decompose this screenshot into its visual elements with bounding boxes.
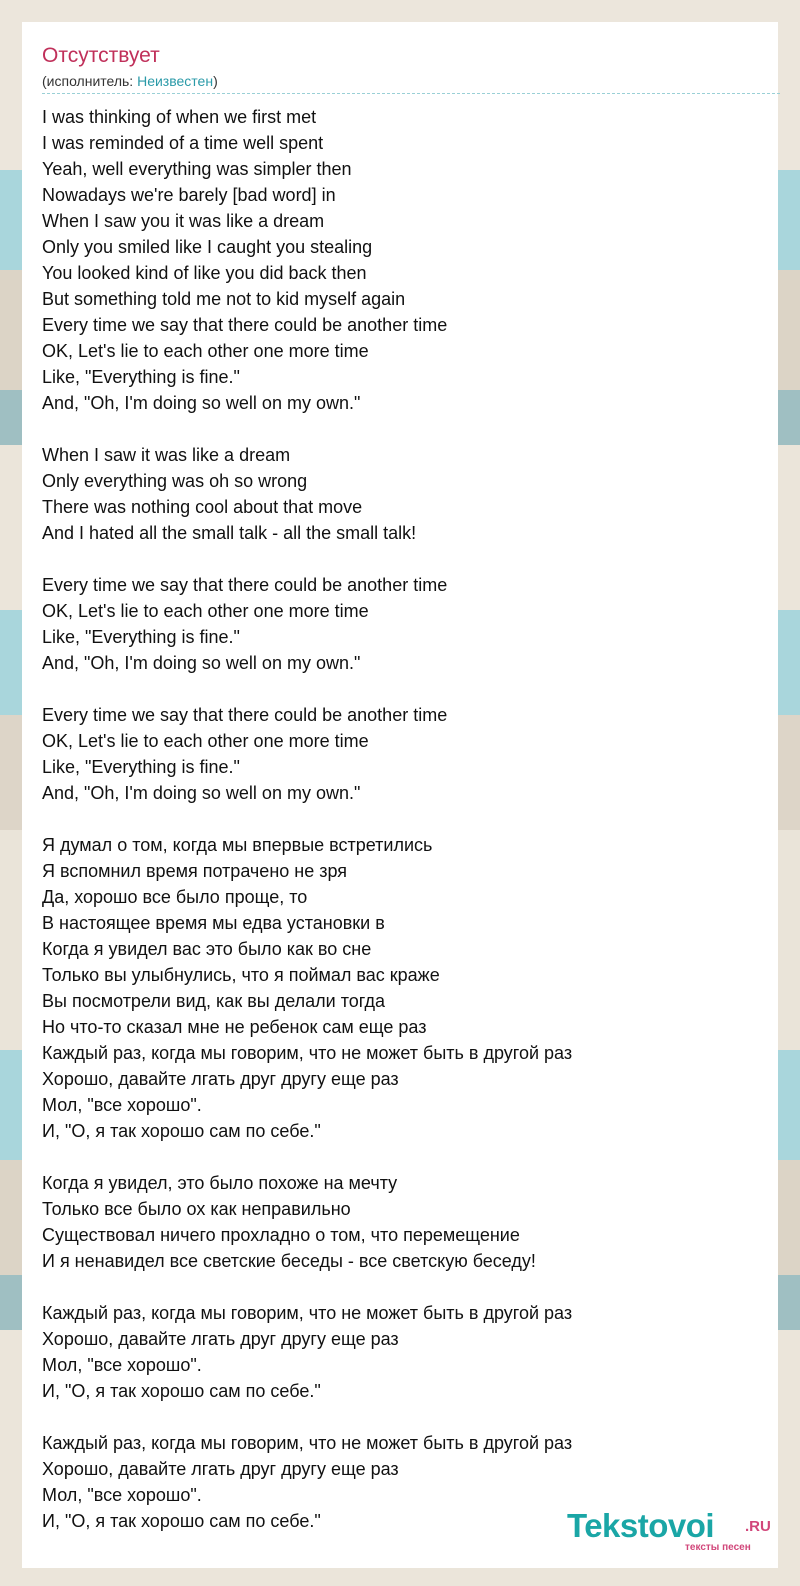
artist-line: [42, 72, 218, 90]
lyric-line: Like, "Everything is fine.": [42, 757, 240, 777]
lyric-line: Nowadays we're barely [bad word] in: [42, 185, 336, 205]
lyric-line: Every time we say that there could be another time: [42, 705, 448, 725]
artist-prefix: (исполнитель:: [42, 73, 138, 89]
dashed-divider: [42, 93, 780, 94]
lyric-line: И, "О, я так хорошо сам по себе.": [42, 1511, 321, 1531]
lyric-line: There was nothing cool about that move: [42, 497, 363, 517]
lyric-line: Yeah, well everything was simpler then: [42, 159, 352, 179]
stanza-break: [42, 676, 762, 702]
lyric-line: И, "О, я так хорошо сам по себе.": [42, 1121, 321, 1141]
stanza-break: [42, 416, 762, 442]
lyric-line: OK, Let's lie to each other one more time: [42, 731, 369, 751]
lyrics-text: [42, 104, 762, 1534]
lyric-line: Да, хорошо все было проще, то: [42, 887, 308, 907]
lyric-line: Только вы улыбнулись, что я поймал вас краже: [42, 965, 440, 985]
lyric-line: Мол, "все хорошо".: [42, 1485, 202, 1505]
lyrics-card: [22, 22, 778, 1568]
lyric-line: Я думал о том, когда мы впервые встретились: [42, 835, 433, 855]
artist-link[interactable]: Неизвестен: [137, 73, 214, 89]
lyric-line: But something told me not to kid myself again: [42, 289, 406, 309]
lyric-line: When I saw it was like a dream: [42, 445, 291, 465]
lyric-line: Like, "Everything is fine.": [42, 627, 240, 647]
lyric-line: И, "О, я так хорошо сам по себе.": [42, 1381, 321, 1401]
lyric-line: Only everything was oh so wrong: [42, 471, 308, 491]
lyric-line: Мол, "все хорошо".: [42, 1355, 202, 1375]
lyric-line: Каждый раз, когда мы говорим, что не может быть в другой раз: [42, 1433, 573, 1453]
lyric-line: И я ненавидел все светские беседы - все светскую беседу!: [42, 1251, 536, 1271]
lyric-line: Существовал ничего прохладно о том, что перемещение: [42, 1225, 520, 1245]
lyric-line: I was reminded of a time well spent: [42, 133, 324, 153]
lyric-line: Вы посмотрели вид, как вы делали тогда: [42, 991, 386, 1011]
lyric-line: Every time we say that there could be another time: [42, 575, 448, 595]
lyric-line: Хорошо, давайте лгать друг другу еще раз: [42, 1069, 399, 1089]
lyric-line: В настоящее время мы едва установки в: [42, 913, 385, 933]
stanza-break: [42, 1404, 762, 1430]
stanza-break: [42, 1144, 762, 1170]
lyric-line: OK, Let's lie to each other one more time: [42, 341, 369, 361]
logo-tagline: тексты песен: [685, 1542, 751, 1553]
stanza-break: [42, 806, 762, 832]
stanza-break: [42, 546, 762, 572]
lyric-line: You looked kind of like you did back then: [42, 263, 367, 283]
lyric-line: Only you smiled like I caught you stealing: [42, 237, 373, 257]
lyric-line: When I saw you it was like a dream: [42, 211, 325, 231]
lyric-line: And, "Oh, I'm doing so well on my own.": [42, 783, 361, 803]
stanza-break: [42, 1274, 762, 1300]
logo-tld: .RU: [745, 1518, 771, 1535]
logo-name: Tekstovoi: [567, 1507, 715, 1544]
lyric-line: Хорошо, давайте лгать друг другу еще раз: [42, 1329, 399, 1349]
song-title: Отсутствует: [42, 44, 160, 67]
lyric-line: Хорошо, давайте лгать друг другу еще раз: [42, 1459, 399, 1479]
lyric-line: I was thinking of when we first met: [42, 107, 317, 127]
lyric-line: Мол, "все хорошо".: [42, 1095, 202, 1115]
lyric-line: Каждый раз, когда мы говорим, что не может быть в другой раз: [42, 1303, 573, 1323]
lyric-line: Like, "Everything is fine.": [42, 367, 240, 387]
lyric-line: Только все было ох как неправильно: [42, 1199, 351, 1219]
site-logo[interactable]: [567, 1506, 782, 1556]
lyric-line: Когда я увидел, это было похоже на мечту: [42, 1173, 398, 1193]
lyric-line: And, "Oh, I'm doing so well on my own.": [42, 653, 361, 673]
artist-suffix: ): [213, 73, 218, 89]
lyric-line: Когда я увидел вас это было как во сне: [42, 939, 372, 959]
lyric-line: Но что-то сказал мне не ребенок сам еще раз: [42, 1017, 427, 1037]
lyric-line: And I hated all the small talk - all the small talk!: [42, 523, 417, 543]
lyric-line: OK, Let's lie to each other one more time: [42, 601, 369, 621]
lyric-line: Every time we say that there could be another time: [42, 315, 448, 335]
lyric-line: And, "Oh, I'm doing so well on my own.": [42, 393, 361, 413]
lyric-line: Я вспомнил время потрачено не зря: [42, 861, 348, 881]
lyric-line: Каждый раз, когда мы говорим, что не может быть в другой раз: [42, 1043, 573, 1063]
